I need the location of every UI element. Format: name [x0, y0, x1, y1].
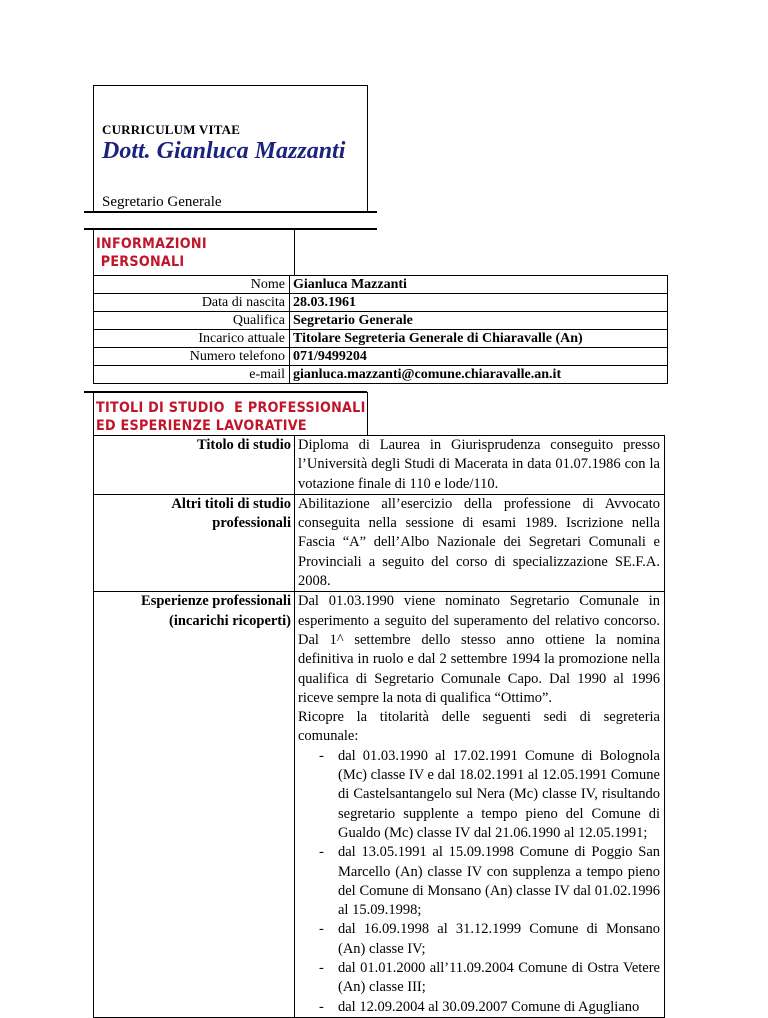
- table-row: [94, 348, 668, 366]
- field-label: Incarico attuale: [94, 330, 290, 348]
- list-item: - dal 13.05.1991 al 15.09.1998 Comune di Poggio San Marcello (An) classe IV con supplenza a tempo pieno del Comune di Monsano (An) classe IV dal 01.02.1996 al 15.09.1998;: [338, 843, 660, 920]
- divider: [84, 211, 377, 213]
- experience-intro: Dal 01.03.1990 viene nominato Segretario Comunale in esperimento a seguito del superamento del relativo concorso. Dal 1^ settembre dello stesso anno ottiene la nomina definitiva in ruolo e dal 2 settembre 1994 la promozione nella qualifica di Segretario Comunale Capo. Dal 1990 al 1996 riceve sempre la nota di qualifica “Ottimo”.: [298, 593, 660, 706]
- studies-table: [93, 435, 665, 1018]
- table-row: [94, 294, 668, 312]
- section-title-line: PERSONALI: [96, 254, 185, 270]
- section-title-line: ED ESPERIENZE LAVORATIVE: [96, 418, 307, 434]
- table-row: [94, 494, 665, 591]
- experience-sedi-intro: Ricopre la titolarità delle seguenti sedi di segreteria comunale:: [298, 709, 660, 745]
- field-value: Segretario Generale: [290, 312, 668, 330]
- field-value: Gianluca Mazzanti: [290, 276, 668, 294]
- header-box: [93, 85, 368, 213]
- field-value: [295, 592, 665, 1018]
- field-label: [94, 494, 295, 591]
- field-label: e-mail: [94, 366, 290, 384]
- field-value: 071/9499204: [290, 348, 668, 366]
- table-row: [94, 366, 668, 384]
- table-row: [94, 592, 665, 1018]
- field-label: [94, 592, 295, 1018]
- list-item: - dal 16.09.1998 al 31.12.1999 Comune di Monsano (An) classe IV;: [338, 920, 660, 959]
- field-label: Titolo di studio: [94, 436, 295, 495]
- field-label: Nome: [94, 276, 290, 294]
- table-row: [94, 312, 668, 330]
- section-title-line: TITOLI DI STUDIO E PROFESSIONALI: [96, 400, 366, 416]
- field-value: 28.03.1961: [290, 294, 668, 312]
- section-title-studies: [96, 399, 378, 435]
- field-value: Titolare Segreteria Generale di Chiaravalle (An): [290, 330, 668, 348]
- list-item: - dal 01.03.1990 al 17.02.1991 Comune di Bolognola (Mc) classe IV e dal 18.02.1991 al 12.05.1991 Comune di Castelsantangelo sul Nera (Mc) classe IV, risultando segretario supplente a tempo pieno del Comune di Gualdo (Mc) classe IV dal 21.06.1990 al 12.05.1991;: [338, 747, 660, 843]
- field-label: Numero telefono: [94, 348, 290, 366]
- personal-info-table: [93, 275, 668, 384]
- field-label-line: Esperienze professionali: [141, 593, 291, 610]
- table-row: [94, 436, 665, 495]
- field-label: Data di nascita: [94, 294, 290, 312]
- person-role: Segretario Generale: [102, 194, 222, 210]
- section-title-personal: [96, 235, 272, 271]
- person-name: Dott. Gianluca Mazzanti: [102, 138, 346, 164]
- field-label-line: professionali: [212, 515, 291, 532]
- experience-list: [298, 747, 660, 1017]
- field-label-line: (incarichi ricoperti): [169, 612, 291, 629]
- field-value: Abilitazione all’esercizio della professione di Avvocato conseguita nella sessione di esami 1989. Iscrizione nella Fascia “A” dell’Albo Nazionale dei Segretari Comunali e Provinciali a seguito del corso di specializzazione SE.F.A. 2008.: [295, 494, 665, 591]
- section-title-line: INFORMAZIONI: [96, 236, 207, 252]
- email-value[interactable]: gianluca.mazzanti@comune.chiaravalle.an.it: [290, 366, 668, 384]
- table-row: [94, 330, 668, 348]
- list-item: - dal 12.09.2004 al 30.09.2007 Comune di Agugliano: [338, 998, 660, 1017]
- field-label-line: Altri titoli di studio: [171, 495, 291, 512]
- list-item: - dal 01.01.2000 all’11.09.2004 Comune di Ostra Vetere (An) classe III;: [338, 959, 660, 998]
- cv-label: CURRICULUM VITAE: [102, 122, 241, 137]
- table-row: [94, 276, 668, 294]
- field-value: Diploma di Laurea in Giurisprudenza conseguito presso l’Università degli Studi di Macerata in data 01.07.1986 con la votazione finale di 110 e lode/110.: [295, 436, 665, 495]
- field-label: Qualifica: [94, 312, 290, 330]
